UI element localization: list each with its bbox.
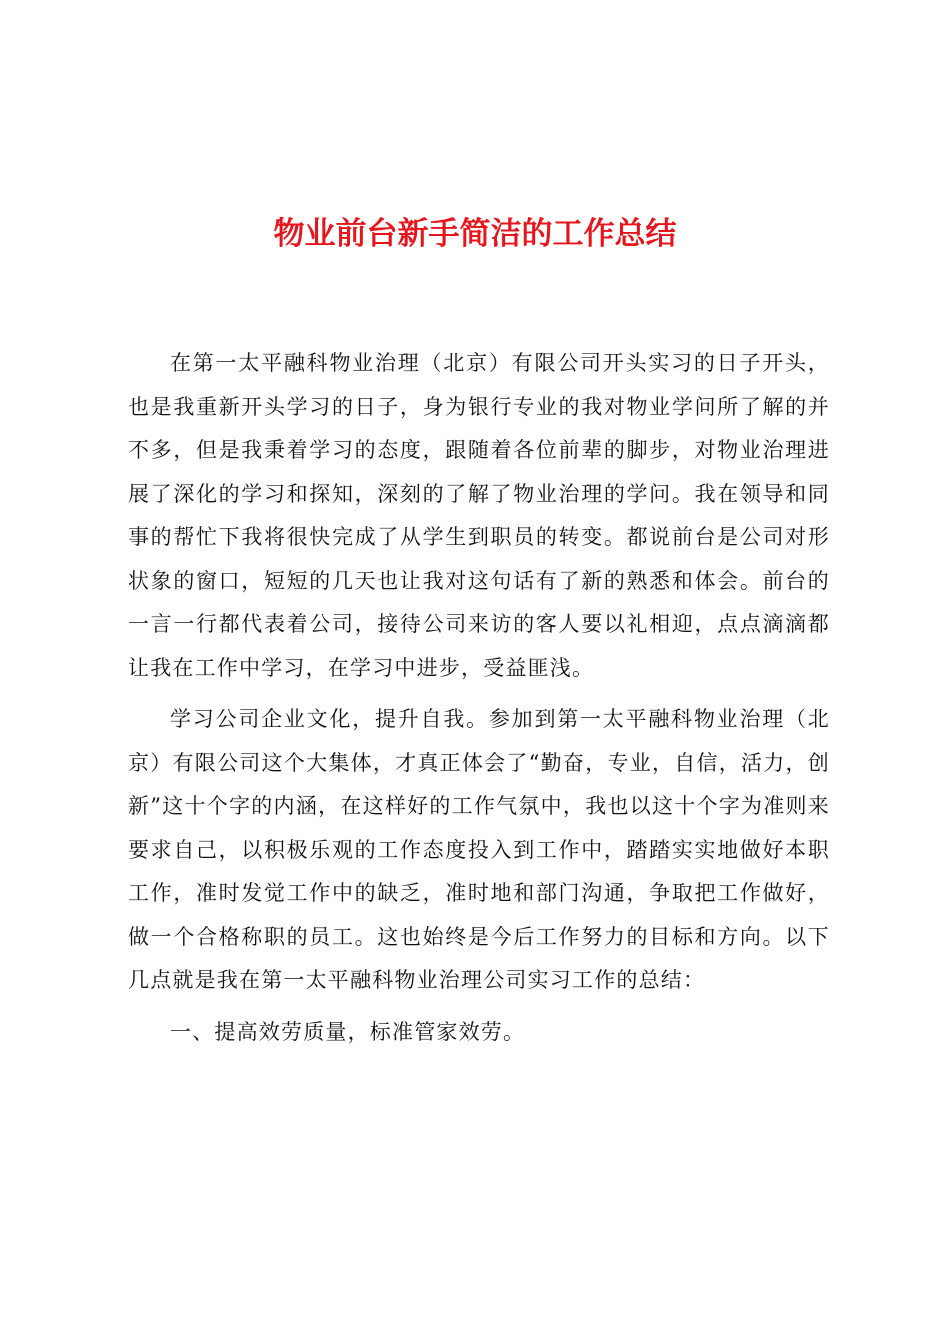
paragraph-intro: 在第一太平融科物业治理（北京）有限公司开头实习的日子开头，也是我重新开头学习的日子，身为银行专业的我对物业学问所了解的并不多，但是我秉着学习的态度，跟随着各位前辈的脚步，对物业治理进展了深化的学习和探知，深刻的了解了物业治理的学问。我在领导和同事的帮忙下我将很快完成了从学生到职员的转变。都说前台是公司对形状象的窗口，短短的几天也让我对这句话有了新的熟悉和体会。前台的一言一行都代表着公司，接待公司来访的客人要以礼相迎，点点滴滴都让我在工作中学习，在学习中进步，受益匪浅。 [128,351,830,680]
paragraph-company-culture: 学习公司企业文化，提升自我。参加到第一太平融科物业治理（北京）有限公司这个大集体，才真正体会了“勤奋，专业，自信，活力，创新”这十个字的内涵，在这样好的工作气氛中，我也以这十个字为准则来要求自己，以积极乐观的工作态度投入到工作中，踏踏实实地做好本职工作，准时发觉工作中的缺乏，准时地和部门沟通，争取把工作做好，做一个合格称职的员工。这也始终是今后工作努力的目标和方向。以下几点就是我在第一太平融科物业治理公司实习工作的总结： [128,707,830,992]
section-heading-1: 一、提高效劳质量，标准管家效劳。 [170,1019,526,1044]
document-title: 物业前台新手简洁的工作总结 [273,216,677,252]
document-body [128,342,830,1054]
